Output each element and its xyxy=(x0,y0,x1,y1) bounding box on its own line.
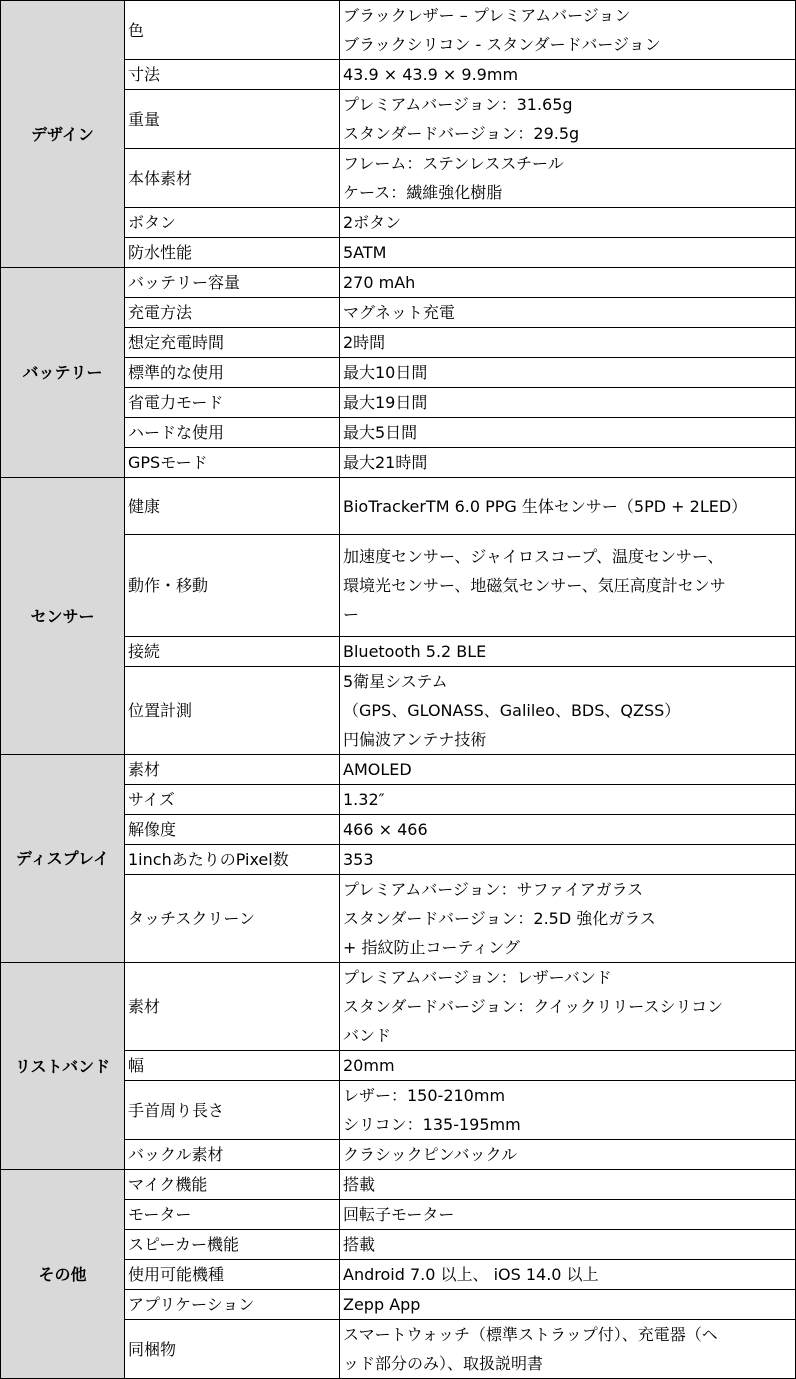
spec-row xyxy=(1,1170,796,1200)
spec-value-line: 2ボタン xyxy=(343,213,402,232)
spec-value xyxy=(340,963,796,1051)
spec-value-line: マグネット充電 xyxy=(343,303,455,322)
spec-label: サイズ xyxy=(125,785,340,815)
spec-label: タッチスクリーン xyxy=(125,875,340,963)
spec-value xyxy=(340,1230,796,1260)
spec-value-line: プレミアムバージョン：31.65g xyxy=(343,95,573,114)
spec-label: 素材 xyxy=(125,755,340,785)
spec-value xyxy=(340,149,796,208)
spec-label: 重量 xyxy=(125,90,340,149)
spec-value xyxy=(340,1200,796,1230)
spec-label: 想定充電時間 xyxy=(125,328,340,358)
spec-value xyxy=(340,1081,796,1140)
spec-value xyxy=(340,448,796,478)
spec-value-line: 2時間 xyxy=(343,333,386,352)
spec-value xyxy=(340,328,796,358)
spec-value-line: 加速度センサー、ジャイロスコープ、温度センサー、 xyxy=(343,547,724,566)
spec-value-line: Bluetooth 5.2 BLE xyxy=(343,642,487,661)
spec-value xyxy=(340,388,796,418)
spec-value-line: スタンダードバージョン：クイックリリースシリコン xyxy=(343,997,724,1016)
spec-value-line: プレミアムバージョン：レザーバンド xyxy=(343,968,612,987)
spec-value-line: バンド xyxy=(343,1026,392,1045)
spec-label: 接続 xyxy=(125,637,340,667)
spec-value xyxy=(340,1290,796,1320)
spec-value xyxy=(340,1140,796,1170)
spec-label: 充電方法 xyxy=(125,298,340,328)
spec-value-line: 20mm xyxy=(343,1056,395,1075)
category-display: ディスプレイ xyxy=(1,755,125,963)
spec-value-line: ブラックシリコン - スタンダードバージョン xyxy=(343,35,661,54)
spec-value-line: BioTrackerTM 6.0 PPG 生体センサー（5PD + 2LED） xyxy=(343,496,748,516)
spec-label: 寸法 xyxy=(125,60,340,90)
spec-value-line: 5衛星システム xyxy=(343,672,448,691)
spec-value-line: スタンダードバージョン：29.5g xyxy=(343,124,580,143)
spec-value xyxy=(340,755,796,785)
spec-value xyxy=(340,208,796,238)
spec-value-line: 回転子モーター xyxy=(343,1205,455,1224)
spec-value-line: 1.32″ xyxy=(343,790,385,809)
spec-label: 防水性能 xyxy=(125,238,340,268)
spec-value-line: Android 7.0 以上、 iOS 14.0 以上 xyxy=(343,1265,599,1284)
spec-value-line: ケース：繊維強化樹脂 xyxy=(343,183,503,202)
category-battery: バッテリー xyxy=(1,268,125,478)
spec-value-line: ー xyxy=(343,605,360,624)
spec-label: 同梱物 xyxy=(125,1320,340,1379)
spec-value xyxy=(340,268,796,298)
spec-value xyxy=(340,418,796,448)
spec-row xyxy=(1,755,796,785)
spec-label: アプリケーション xyxy=(125,1290,340,1320)
spec-value-line: 466 × 466 xyxy=(343,820,428,839)
spec-value xyxy=(340,1320,796,1379)
category-design: デザイン xyxy=(1,1,125,268)
spec-label: ハードな使用 xyxy=(125,418,340,448)
spec-label: 省電力モード xyxy=(125,388,340,418)
spec-value-line: Zepp App xyxy=(343,1295,421,1314)
spec-value-line: + 指紋防止コーティング xyxy=(343,938,520,957)
spec-value xyxy=(340,845,796,875)
spec-value-line: スマートウォッチ（標準ストラップ付）、充電器（ヘ xyxy=(343,1325,718,1344)
spec-value-line: （GPS、GLONASS、Galileo、BDS、QZSS） xyxy=(343,701,681,720)
spec-label: GPSモード xyxy=(125,448,340,478)
spec-label: 本体素材 xyxy=(125,149,340,208)
spec-value xyxy=(340,298,796,328)
spec-value-line: レザー：150-210mm xyxy=(343,1086,506,1105)
spec-label: 手首周り長さ xyxy=(125,1081,340,1140)
spec-value-line: 搭載 xyxy=(343,1235,376,1254)
spec-value-line: スタンダードバージョン：2.5D 強化ガラス xyxy=(343,909,656,928)
category-wristband: リストバンド xyxy=(1,963,125,1170)
spec-value-line: 最大10日間 xyxy=(343,363,428,382)
spec-label: 健康 xyxy=(125,478,340,535)
spec-row xyxy=(1,478,796,535)
spec-value-line: 270 mAh xyxy=(343,273,416,292)
spec-label: バッテリー容量 xyxy=(125,268,340,298)
spec-value-line: 353 xyxy=(343,850,374,869)
spec-value xyxy=(340,1260,796,1290)
spec-label: 動作・移動 xyxy=(125,535,340,637)
category-sensor: センサー xyxy=(1,478,125,755)
spec-row xyxy=(1,963,796,1051)
spec-label: マイク機能 xyxy=(125,1170,340,1200)
spec-value xyxy=(340,535,796,637)
spec-value-line: 搭載 xyxy=(343,1175,376,1194)
spec-value xyxy=(340,1,796,60)
category-other: その他 xyxy=(1,1170,125,1379)
spec-value-line: プレミアムバージョン：サファイアガラス xyxy=(343,880,644,899)
spec-value-line: シリコン：135-195mm xyxy=(343,1115,521,1134)
spec-value xyxy=(340,1051,796,1081)
spec-value xyxy=(340,785,796,815)
spec-value xyxy=(340,478,796,535)
spec-value xyxy=(340,1170,796,1200)
spec-value-line: ッド部分のみ）、取扱説明書 xyxy=(343,1354,544,1373)
spec-value-line: AMOLED xyxy=(343,760,412,779)
spec-label: 位置計測 xyxy=(125,667,340,755)
spec-value-line: 円偏波アンテナ技術 xyxy=(343,730,487,749)
spec-label: ボタン xyxy=(125,208,340,238)
spec-label: バックル素材 xyxy=(125,1140,340,1170)
spec-value-line: 環境光センサー、地磁気センサー、気圧高度計センサ xyxy=(343,576,726,595)
spec-label: 標準的な使用 xyxy=(125,358,340,388)
spec-label: スピーカー機能 xyxy=(125,1230,340,1260)
spec-label: 色 xyxy=(125,1,340,60)
spec-value xyxy=(340,875,796,963)
spec-row xyxy=(1,1,796,60)
spec-label: 素材 xyxy=(125,963,340,1051)
spec-value xyxy=(340,358,796,388)
spec-value xyxy=(340,637,796,667)
spec-value xyxy=(340,60,796,90)
spec-value-line: フレーム：ステンレススチール xyxy=(343,154,564,173)
spec-value xyxy=(340,90,796,149)
spec-label: モーター xyxy=(125,1200,340,1230)
spec-table-body xyxy=(1,1,796,1379)
spec-value-line: ブラックレザー – プレミアムバージョン xyxy=(343,6,631,25)
spec-value-line: クラシックピンバックル xyxy=(343,1145,518,1164)
spec-label: 幅 xyxy=(125,1051,340,1081)
spec-value-line: 43.9 × 43.9 × 9.9mm xyxy=(343,65,519,84)
spec-row xyxy=(1,268,796,298)
spec-value-line: 最大5日間 xyxy=(343,423,418,442)
spec-value xyxy=(340,815,796,845)
spec-value-line: 最大21時間 xyxy=(343,453,428,472)
spec-label: 1inchあたりのPixel数 xyxy=(125,845,340,875)
spec-value-line: 最大19日間 xyxy=(343,393,428,412)
spec-value xyxy=(340,667,796,755)
spec-value-line: 5ATM xyxy=(343,243,387,262)
spec-value xyxy=(340,238,796,268)
spec-label: 解像度 xyxy=(125,815,340,845)
spec-label: 使用可能機種 xyxy=(125,1260,340,1290)
